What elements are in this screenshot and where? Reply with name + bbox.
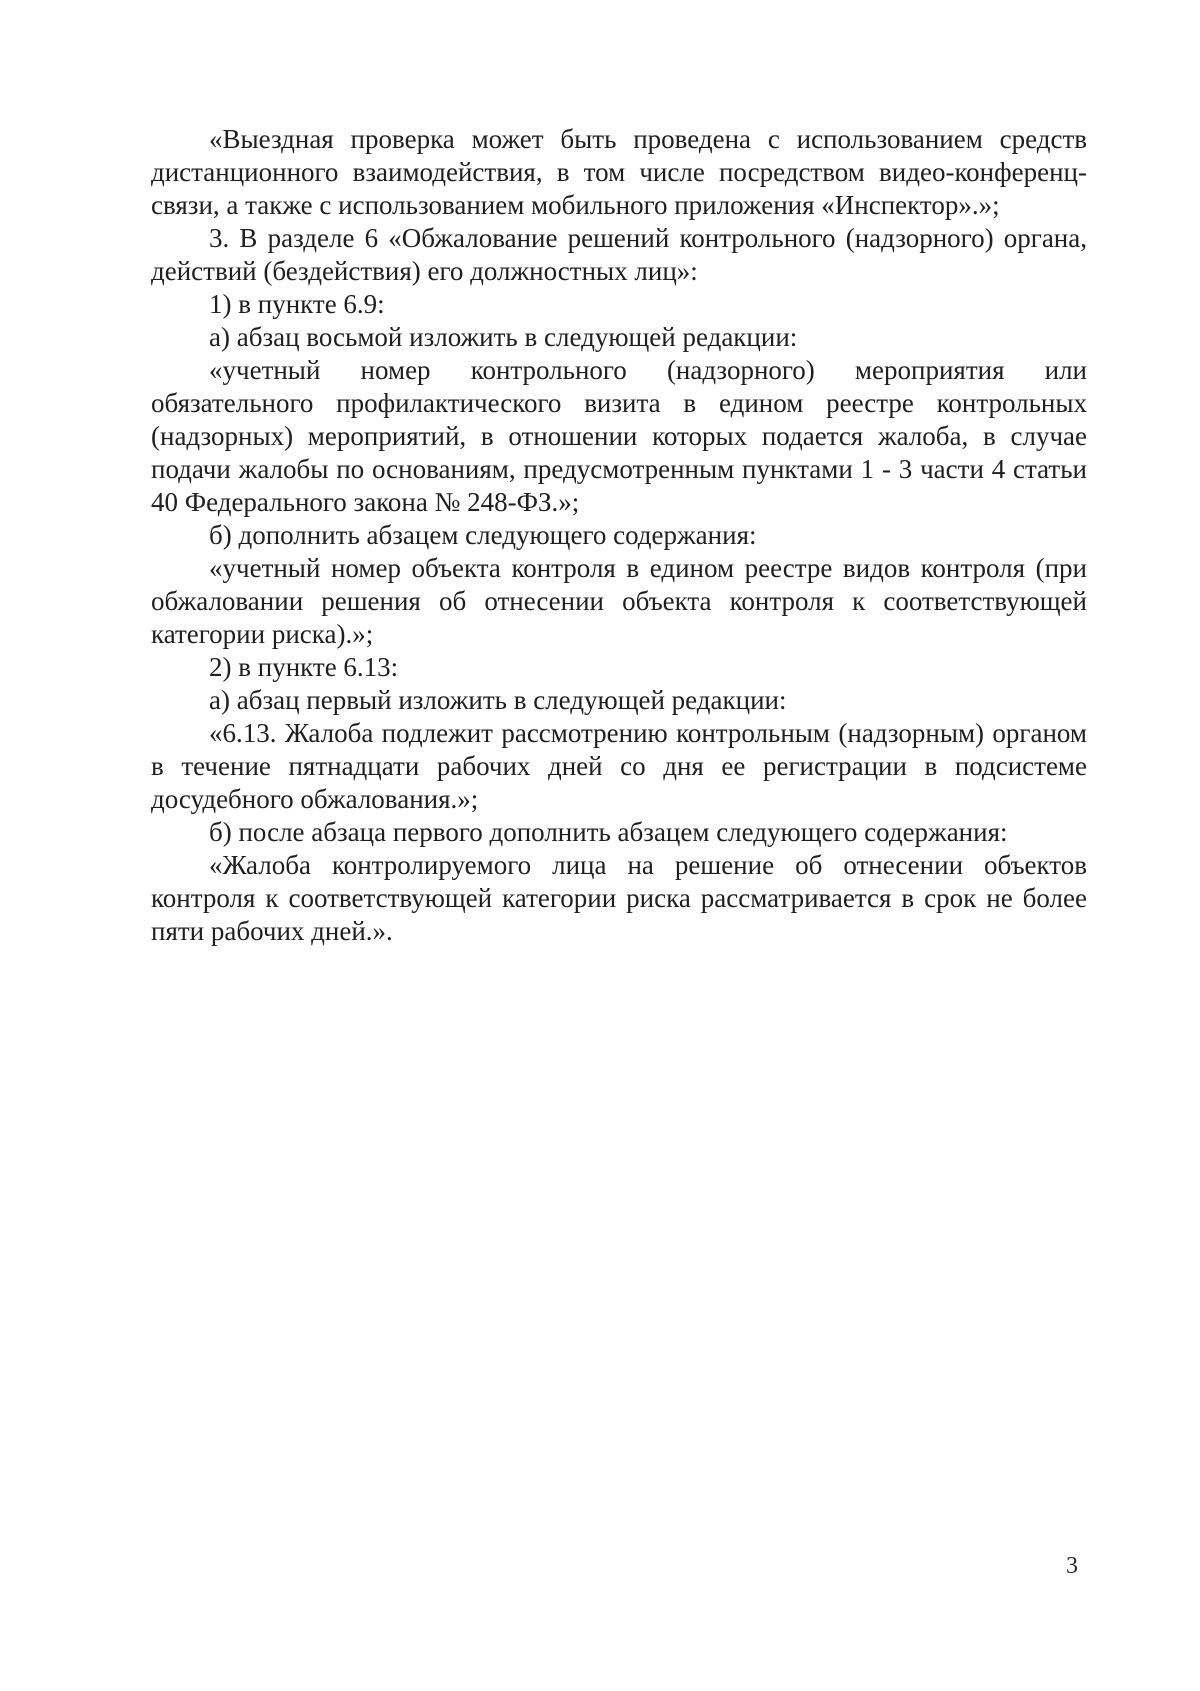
document-body [151, 123, 1087, 948]
paragraph-inspection-remote: «Выездная проверка может быть проведена с использованием средств дистанционного взаимодействия, в том числе посредством видео-конференц-связи, а также с использованием мобильного приложения «Инспектор».»; [151, 124, 1087, 220]
paragraph-clause-6-13-b: б) после абзаца первого дополнить абзацем следующего содержания: [209, 817, 1008, 847]
paragraph-clause-6-9: 1) в пункте 6.9: [209, 289, 385, 319]
paragraph-clause-6-9-b-text: «учетный номер объекта контроля в едином реестре видов контроля (при обжаловании решения об отнесении объекта контроля к соответствующей категории риска).»; [151, 553, 1087, 649]
paragraph-clause-6-13-a: а) абзац первый изложить в следующей редакции: [209, 685, 787, 715]
paragraph-section-6: 3. В разделе 6 «Обжалование решений контрольного (надзорного) органа, действий (бездействия) его должностных лиц»: [151, 223, 1087, 286]
paragraph-clause-6-13-a-text: «6.13. Жалоба подлежит рассмотрению контрольным (надзорным) органом в течение пятнадцати рабочих дней со дня ее регистрации в подсистеме досудебного обжалования.»; [151, 718, 1087, 814]
page-number: 3 [1066, 1553, 1078, 1579]
paragraph-clause-6-13: 2) в пункте 6.13: [209, 652, 399, 682]
paragraph-clause-6-13-b-text: «Жалоба контролируемого лица на решение об отнесении объектов контроля к соответствующей категории риска рассматривается в срок не более пяти рабочих дней.». [151, 850, 1087, 946]
paragraph-clause-6-9-a-text: «учетный номер контрольного (надзорного) мероприятия или обязательного профилактического визита в едином реестре контрольных (надзорных) мероприятий, в отношении которых подается жалоба, в случае подачи жалобы по основаниям, предусмотренным пунктами 1 - 3 части 4 статьи 40 Федерального закона № 248-ФЗ.»; [151, 355, 1087, 517]
paragraph-clause-6-9-b: б) дополнить абзацем следующего содержания: [209, 520, 757, 550]
paragraph-clause-6-9-a: а) абзац восьмой изложить в следующей редакции: [209, 322, 798, 352]
